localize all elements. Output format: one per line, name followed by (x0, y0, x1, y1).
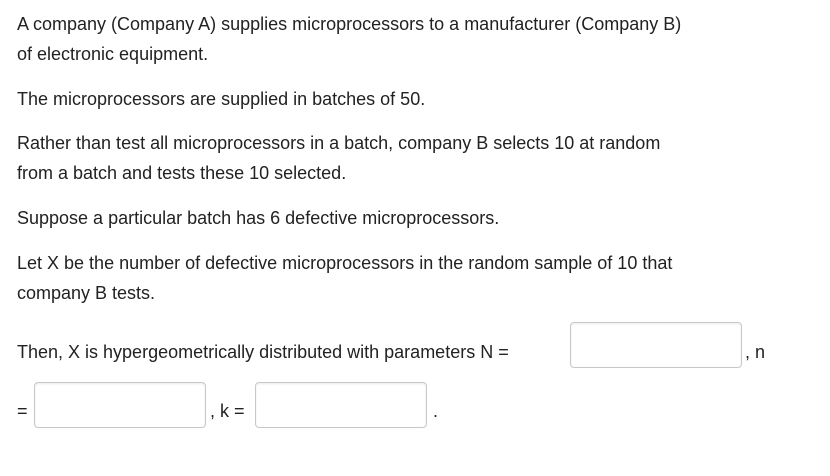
question-text-sampling-line-1: Rather than test all microprocessors in a batch, company B selects 10 at random (17, 133, 661, 153)
question-text-defective: Suppose a particular batch has 6 defective microprocessors. (17, 208, 500, 228)
k-label: , k = (210, 401, 245, 421)
question-text-sampling-line-2: from a batch and tests these 10 selected. (17, 163, 347, 183)
k-input[interactable] (255, 382, 427, 428)
question-text-line-1: A company (Company A) supplies microprocessors to a manufacturer (Company B) (17, 14, 682, 34)
N-input[interactable] (570, 322, 742, 368)
sentence-period: . (433, 401, 439, 421)
question-text-variable-line-2: company B tests. (17, 283, 156, 303)
question-text-line-2: of electronic equipment. (17, 44, 209, 64)
n-label: , n (745, 342, 766, 362)
question-text-batch-size: The microprocessors are supplied in batches of 50. (17, 89, 426, 109)
question-text-variable-line-1: Let X be the number of defective microprocessors in the random sample of 10 that (17, 253, 673, 273)
n-input[interactable] (34, 382, 206, 428)
n-equals-sign: = (17, 401, 28, 421)
answer-prompt: Then, X is hypergeometrically distributed with parameters N = (17, 342, 509, 362)
